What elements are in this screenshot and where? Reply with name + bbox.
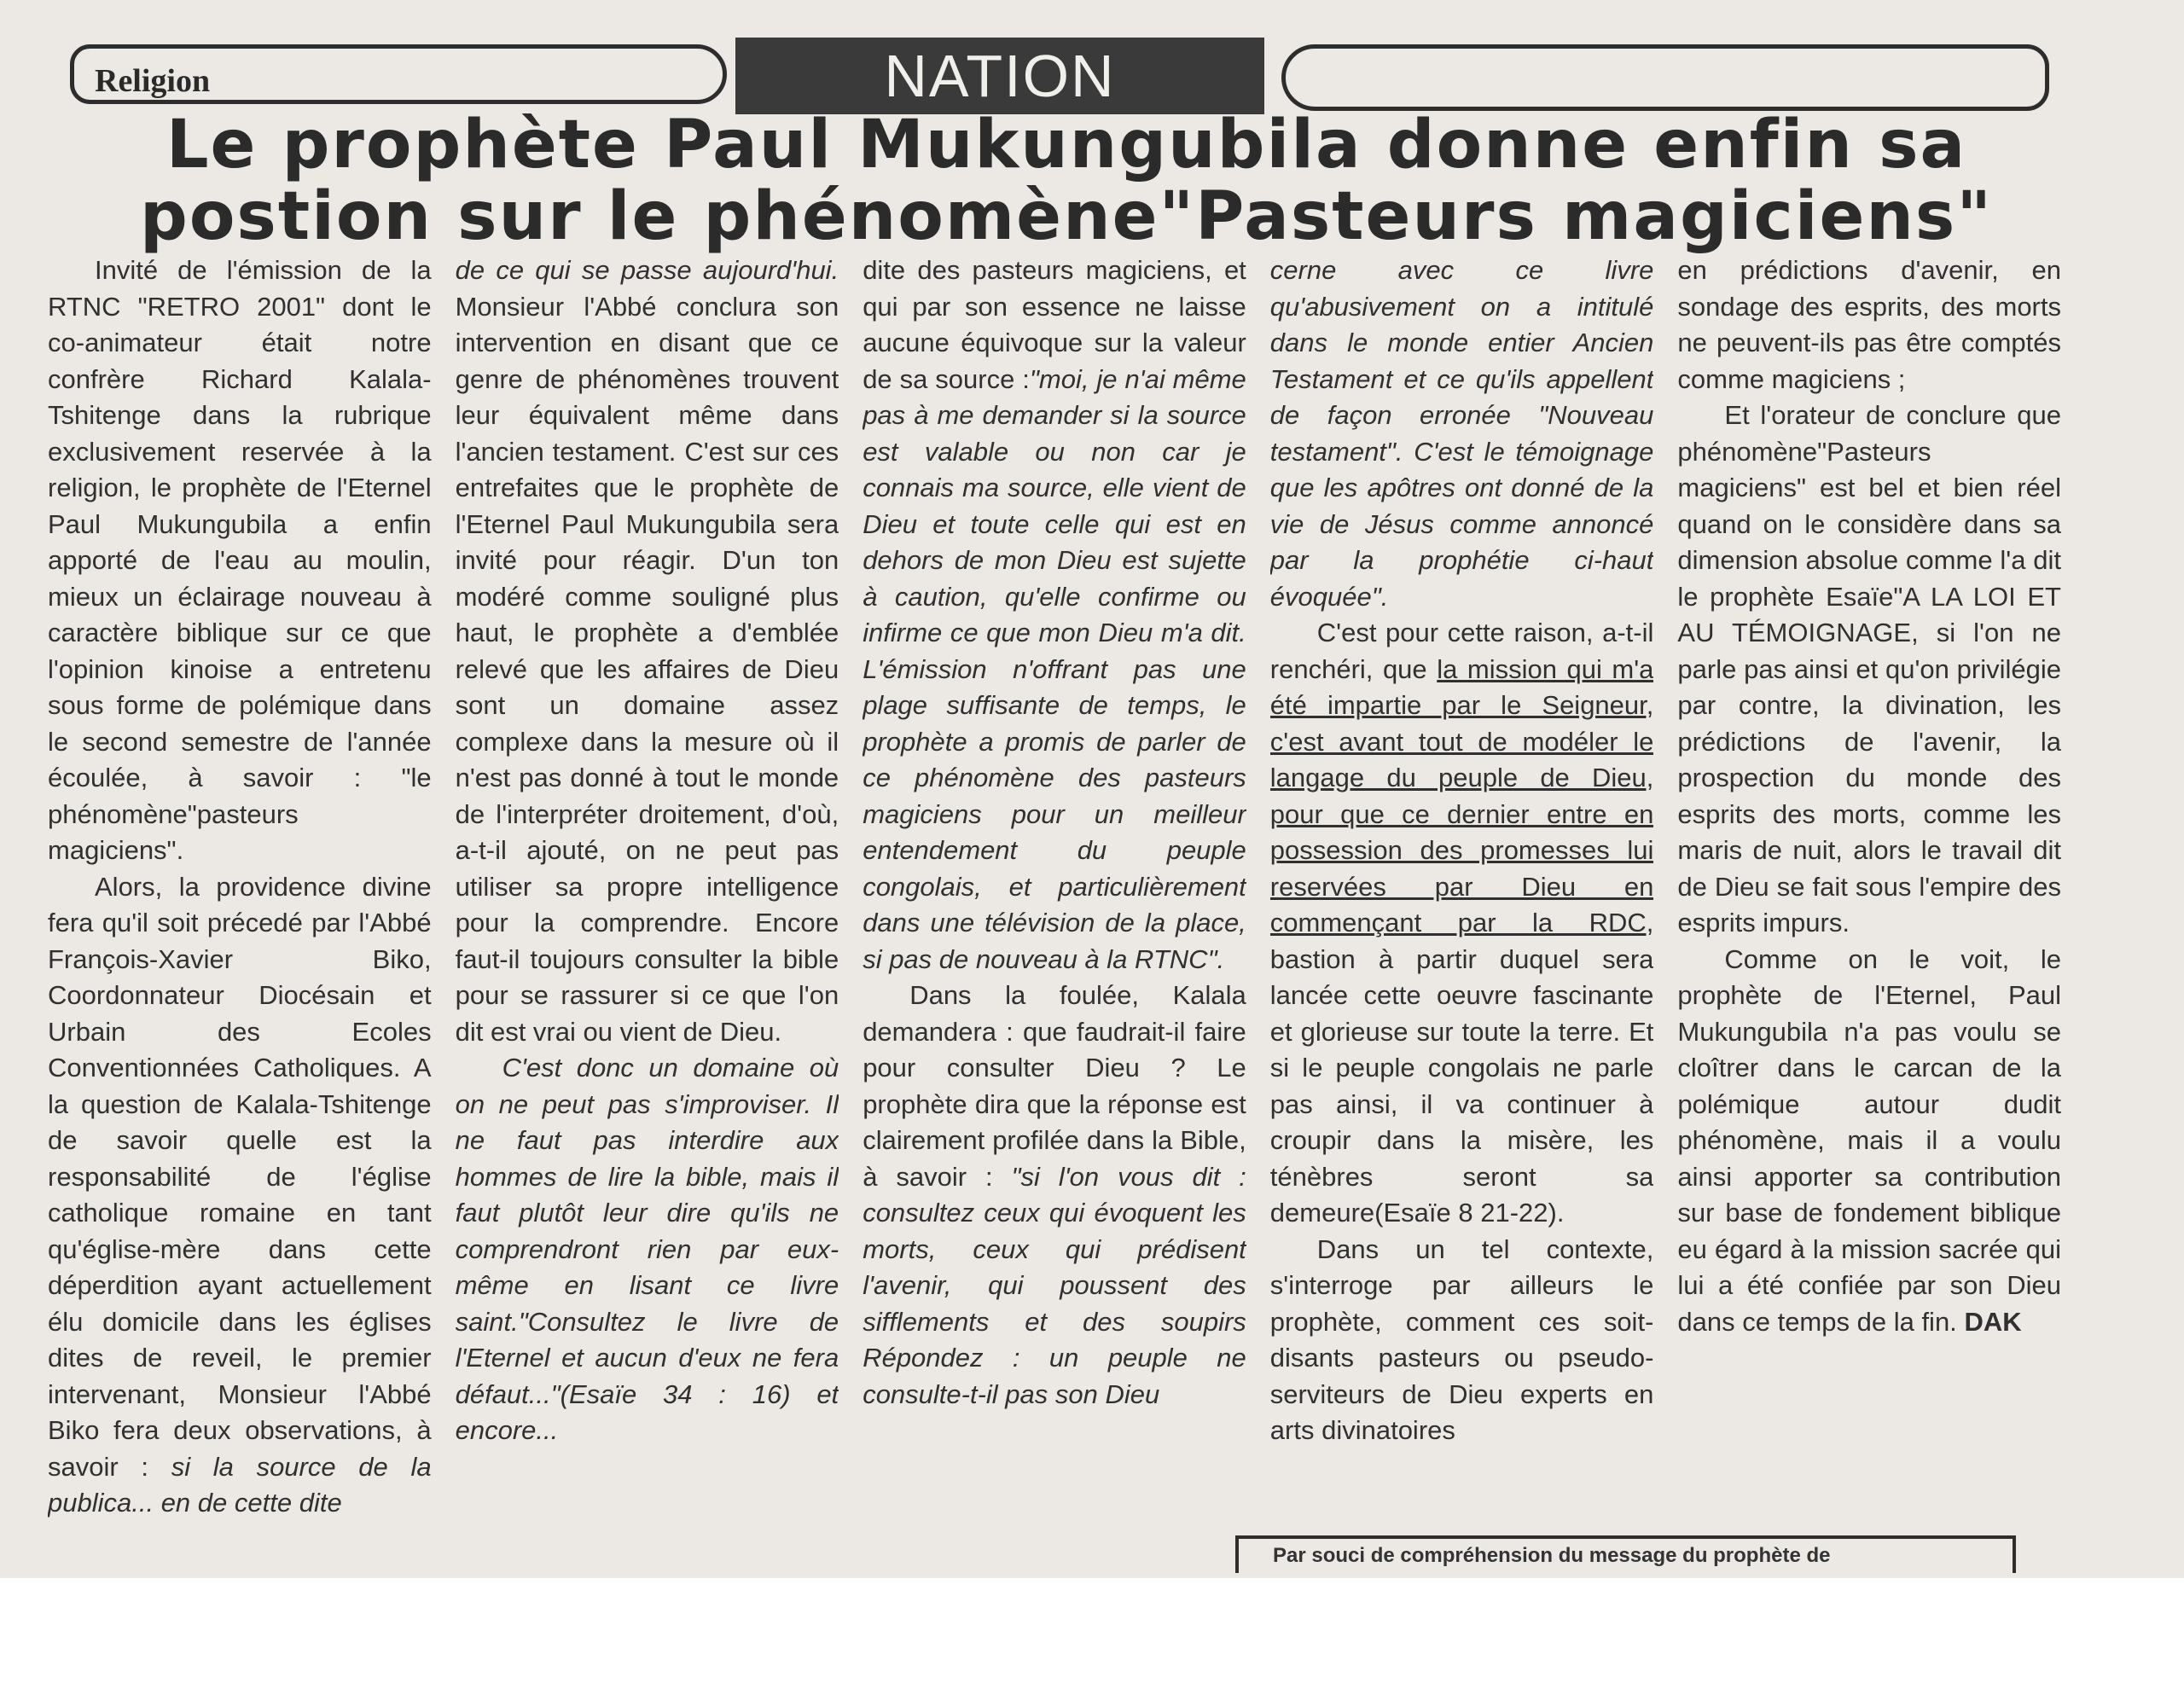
rubric-banner-right	[1281, 44, 2049, 111]
italic-quote: de ce qui se passe aujourd'hui.	[455, 255, 839, 285]
paragraph: Dans un tel contexte, s'interroge par ailleurs le prophète, comment ces soit-disants pasteurs ou pseudo-serviteurs de Dieu experts en arts divinatoires	[1269, 1233, 1654, 1445]
article-column-5	[1677, 252, 2061, 1575]
italic-quote: "si l'on vous dit : consultez ceux qui évoquent les morts, ceux qui prédisent l'avenir, qui poussent des sifflements et des soupirs Répondez : un peuple ne consulte-t-il pas son Dieu	[863, 1161, 1246, 1409]
paragraph	[863, 978, 1246, 1413]
section-header	[70, 38, 2049, 114]
article-column-4	[1270, 252, 1654, 1575]
rubric-banner-left	[70, 44, 727, 104]
article-column-1	[48, 252, 432, 1575]
paragraph	[863, 252, 1246, 978]
paragraph	[1677, 942, 2061, 1341]
text: Monsieur l'Abbé conclura son intervention en disant que ce genre de phénomènes trouvent leur équivalent même dans l'ancien testament. C'est sur ces entrefaites que le prophète de l'Eternel Paul Mukungubila sera invité pour réagir. D'un ton modéré comme souligné plus haut, le prophète a d'emblée relevé que les affaires de Dieu sont un domaine assez complexe dans la mesure où il n'est pas donné à tout le monde de l'interpréter droitement, d'où, a-t-il ajouté, on ne peut pas utiliser sa propre intelligence pour la comprendre. Encore faut-il toujours consulter la bible pour se rassurer si ce que l'on dit est vrai ou vient de Dieu.	[455, 291, 839, 1047]
article-body	[48, 252, 2061, 1575]
paragraph: Et l'orateur de conclure que phénomène"Pasteurs magiciens" est bel et bien réel quand on le considère dans sa dimension absolue comme l'a dit le prophète Esaïe"A LA LOI ET AU TÉMOIGNAGE, si l'on ne parle pas ainsi et qu'on privilégie par contre, la divination, les prédictions de l'avenir, la prospection du monde des esprits des morts, comme les maris de nuit, alors le travail dit de Dieu se fait sous l'empire des esprits impurs.	[1677, 400, 2061, 937]
text: Comme on le voit, le prophète de l'Eternel, Paul Mukungubila n'a pas voulu se cloîtrer dans le carcan de la polémique autour dudit phénomène, mais il a voulu ainsi apporter sa contribution sur base de fondement biblique eu égard à la mission sacrée qui lui a été confiée par son Dieu dans ce temps de la fin.	[1677, 943, 2061, 1337]
text: Dans la foulée, Kalala demandera : que faudrait-il faire pour consulter Dieu ? Le prophète dira que la réponse est clairement profilée dans la Bible, à savoir :	[863, 980, 1246, 1192]
article-column-2	[456, 252, 839, 1575]
paragraph: en prédictions d'avenir, en sondage des esprits, des morts ne peuvent-ils pas être comptés comme magiciens ;	[1677, 255, 2061, 394]
text: dite des pasteurs magiciens, et qui par son essence ne laisse aucune équivoque sur la valeur de sa source :	[863, 255, 1246, 394]
rubric-label: Religion	[95, 63, 211, 99]
italic-paragraph: cerne avec ce livre qu'abusivement on a intitulé dans le monde entier Ancien Testament et ce qu'ils appellent de façon erronée "Nouveau testament". C'est le témoignage que les apôtres ont donné de la vie de Jésus comme annoncé par la prophétie ci-haut évoquée".	[1269, 255, 1654, 612]
italic-paragraph: C'est donc un domaine où on ne peut pas s'improviser. Il ne faut pas interdire aux hommes de lire la bible, mais il faut plutôt leur dire qu'ils ne comprendront rien par eux-même en lisant ce livre saint."Consultez le livre de l'Eternel et aucun d'eux ne fera défaut..."(Esaïe 34 : 16) et encore...	[455, 1053, 839, 1445]
paragraph: Invité de l'émission de la RTNC "RETRO 2001" dont le co-animateur était notre confrère Richard Kalala-Tshitenge dans la rubrique exclusivement reservée à la religion, le prophète de l'Eternel Paul Mukungubila a enfin apporté de l'eau au moulin, mieux un éclairage nouveau à caractère biblique sur ce que l'opinion kinoise a entretenu sous forme de polémique dans le second semestre de l'année écoulée, à savoir : "le phénomène"pasteurs magiciens".	[48, 255, 432, 865]
text: C'est pour cette raison, a-t-il renchéri, que	[1269, 618, 1654, 684]
paragraph	[1270, 615, 1654, 1232]
article-column-3	[863, 252, 1246, 1575]
italic-quote: "moi, je n'ai même pas à me demander si la source est valable ou non car je connais ma source, elle vient de Dieu et toute celle qui est en dehors de mon Dieu est sujette à caution, qu'elle confirme ou infirme ce que mon Dieu m'a dit. L'émission n'offrant pas une plage suffisante de temps, le prophète a promis de parler de ce phénomène des pasteurs magiciens pour un meilleur entendement du peuple congolais, et particulièrement dans une télévision de la place, si pas de nouveau à la RTNC".	[863, 363, 1246, 974]
paragraph	[456, 252, 839, 1050]
underlined-text: la mission qui m'a été impartie par le Seigneur, c'est avant tout de modéler le langage du peuple de Dieu, pour que ce dernier entre en possession des promesses lui reservées par Dieu en commençant par la RDC,	[1269, 653, 1654, 937]
paragraph	[48, 869, 432, 1522]
italic-quote: si la source de la publica... en de cette dite	[48, 1451, 432, 1518]
text: Alors, la providence divine fera qu'il soit précedé par l'Abbé François-Xavier Biko, Coordonnateur Diocésain et Urbain des Ecoles Conventionnées Catholiques. A la question de Kalala-Tshitenge de savoir quelle est la responsabilité de l'église catholique romaine en tant qu'église-mère dans cette déperdition ayant actuellement élu domicile dans les églises dites de reveil, le premier intervenant, Monsieur l'Abbé Biko fera deux observations, à savoir :	[48, 871, 432, 1482]
author-signature: DAK	[1964, 1306, 2022, 1337]
headline-line-1: Le prophète Paul Mukungubila donne enfin sa	[166, 107, 1967, 183]
sidebar-box-heading: Par souci de compréhension du message du prophète de	[1235, 1535, 2016, 1573]
text: bastion à partir duquel sera lancée cette oeuvre fascinante et glorieuse sur toute la terre. Et si le peuple congolais ne parle pas ainsi, il va continuer à croupir dans la misère, les ténèbres seront sa demeure(Esaïe 8 21-22).	[1269, 943, 1654, 1228]
headline-line-2: postion sur le phénomène"Pasteurs magiciens"	[140, 178, 1993, 255]
section-name: NATION	[735, 38, 1264, 114]
headline	[85, 107, 2048, 255]
